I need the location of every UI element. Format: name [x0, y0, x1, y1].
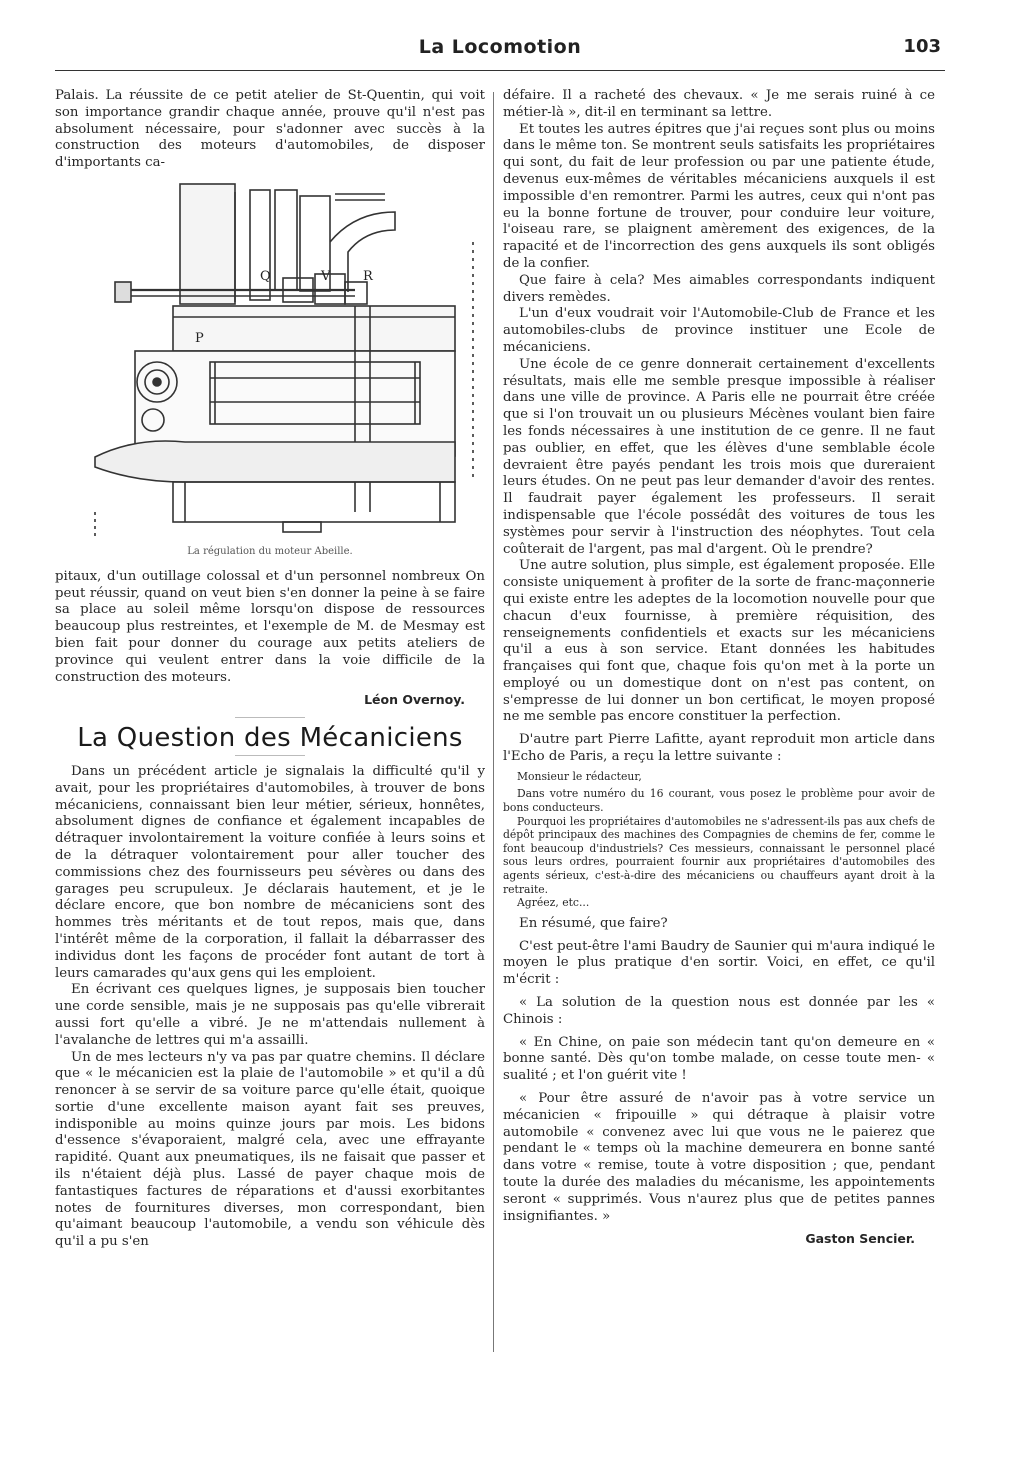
left-column [55, 88, 485, 1458]
paragraph: L'un d'eux voudrait voir l'Automobile-Club de France et les automobiles-clubs de province instituer une Ecole de mécaniciens. [503, 306, 935, 355]
author-signature: Léon Overnoy. [364, 692, 465, 708]
figure-caption: La régulation du moteur Abeille. [187, 545, 353, 557]
label-v: V [321, 268, 331, 284]
quoted-letter [503, 770, 935, 910]
quote-paragraph: « En Chine, on paie son médecin tant qu'on demeure en « bonne santé. Dès qu'on tombe malade, on cesse toute men- « sualité ; et l'on guérit vite ! [503, 1034, 935, 1084]
label-q: Q [260, 268, 271, 284]
page-number: 103 [903, 36, 941, 57]
paragraph: défaire. Il a racheté des chevaux. « Je me serais ruiné à ce métier-là », dit-il en terminant sa lettre. [503, 88, 935, 120]
letter-closing: Agréez, etc... [517, 896, 590, 910]
paragraph: Et toutes les autres épitres que j'ai reçues sont plus ou moins dans le même ton. Se montrent seuls satisfaits les propriétaires qui sont, du fait de leur profession ou par une patiente étude, devenus eux-mêmes de véritables mécaniciens auxquels il est impossible d'en remontrer. Parmi les autres, ceux qui n'ont pas eu la bonne fortune de trouver, pour conduire leur voiture, l'oiseau rare, se plaignent amèrement des exigences, de la rapacité et de l'incorrection des gens auxquels ils sont obligés de la confier. [503, 121, 935, 271]
paragraph: En écrivant ces quelques lignes, je supposais bien toucher une corde sensible, mais je ne supposais pas qu'elle vibrerait aussi fort qu'elle a vibré. Je ne m'attendais nullement à l'avalanche de lettres qui m'a assailli. [55, 982, 485, 1048]
label-r: R [363, 268, 373, 284]
quote-paragraph: « La solution de la question nous est donnée par les « Chinois : [503, 995, 935, 1027]
page-header [55, 30, 945, 71]
paragraph: D'autre part Pierre Lafitte, ayant reproduit mon article dans l'Echo de Paris, a reçu la lettre suivante : [503, 732, 935, 765]
divider [235, 717, 305, 718]
paragraph: pitaux, d'un outillage colossal et d'un personnel nombreux On peut réussir, quand on veut bien s'en donner la peine à se faire sa place au soleil même lorsqu'on dispose de ressources beaucoup plus restreintes, et l'exemple de M. de Mesmay est bien fait pour donner du courage aux petits ateliers de province qui veulent entrer dans la voie difficile de la construction des moteurs. [55, 568, 485, 685]
quoted-text [503, 995, 935, 1225]
paragraph: C'est peut-être l'ami Baudry de Saunier qui m'aura indiqué le moyen le plus pratique d'en sortir. Voici, en effet, ce qu'il m'écrit : [503, 938, 935, 988]
author-signature: Gaston Sencier. [805, 1231, 915, 1247]
quote-paragraph: « Pour être assuré de n'avoir pas à votre service un mécanicien « fripouille » qui détraque à plaisir votre automobile « convenez avec lui que vous ne le paierez que pendant le « temps où la machine demeurera en bonne santé dans votre « remise, toute à votre disposition ; que, pendant toute la durée des maladies du mécanisme, les appointements seront « supprimés. Vous n'aurez plus que de petites pannes insignifiantes. » [503, 1090, 935, 1224]
engine-regulator-illustration [55, 182, 485, 542]
right-column [503, 88, 935, 1458]
journal-title: La Locomotion [418, 36, 582, 58]
letter-salutation: Monsieur le rédacteur, [517, 769, 642, 783]
column-divider [493, 92, 494, 1352]
paragraph: Une école de ce genre donnerait certainement d'excellents résultats, mais elle me semble presque impossible à réaliser dans une ville de province. A Paris elle ne pourrait être créée que si l'on trouvait un ou plusieurs Mécènes voulant bien faire les fonds nécessaires à une institution de ce genre. Il ne faut pas oublier, en effet, que les élèves d'une semblable école devraient être payés pendant les trois mois que dureraient leurs études. On ne peut pas leur demander d'avoir des rentes. Il faudrait payer également les professeurs. Il serait indispensable que l'école possédât des voitures de tous les systèmes pour servir à l'instruction des néophytes. Tout cela coûterait de l'argent, pas mal d'argent. Où le prendre? [503, 356, 935, 557]
paragraph: Dans un précédent article je signalais la difficulté qu'il y avait, pour les propriétaires d'automobiles, à trouver de bons mécaniciens, connaissant bien leur métier, sérieux, honnêtes, absolument dignes de confiance et également incapables de détraquer involontairement la voiture confiée à leurs soins et de la détraquer volontairement pour aller toucher des commissions chez des fournisseurs peu sévères ou dans des garages peu scrupuleux. Je déclarais hautement, et je le déclare encore, que bon nombre de mécaniciens sont des hommes très méritants et de tout repos, mais que, dans l'intérêt même de la corporation, il fallait la débarrasser des individus dont les façons de procéder font autant de tort à leurs camarades qu'aux gens qui les emploient. [55, 763, 485, 981]
article-title: La Question des Mécaniciens [77, 723, 463, 754]
paragraph: Palais. La réussite de ce petit atelier de St-Quentin, qui voit son importance grandir chaque année, prouve qu'il n'est pas absolument nécessaire, pour s'adonner avec succès à la construction des moteurs d'automobiles, de disposer d'importants ca- [55, 88, 485, 171]
letter-paragraph: Pourquoi les propriétaires d'automobiles ne s'adressent-ils pas aux chefs de dépôt principaux des machines des Compagnies de chemins de fer, comme le font beaucoup d'industriels? Ces messieurs, connaissant le personnel placé sous leurs ordres, pourraient fournir aux propriétaires d'automobiles des agents sérieux, c'est-à-dire des mécaniciens ou chauffeurs ayant droit à la retraite. [503, 814, 935, 896]
paragraph: Une autre solution, plus simple, est également proposée. Elle consiste uniquement à profiter de la sorte de franc-maçonnerie qui existe entre les adeptes de la locomotion nouvelle pour que chacun d'eux fournisse, à première réquisition, des renseignements confidentiels et exacts sur les mécaniciens qu'il a eus à son service. Etant données les habitudes françaises qui font que, chaque fois qu'on met à la porte un employé ou un domestique dont on n'est pas content, on s'empresse de lui donner un bon certificat, le moyen proposé ne me semble pas encore constituer la perfection. [503, 558, 935, 725]
engine-figure [55, 182, 485, 561]
paragraph: Un de mes lecteurs n'y va pas par quatre chemins. Il déclare que « le mécanicien est la plaie de l'automobile » et qu'il a dû renoncer à se servir de sa voiture parce qu'elle était, quoique sortie d'une excellente maison ayant fait ses preuves, indisponible au moins quinze jours par mois. Les bidons d'essence s'évaporaient, malgré cela, avec une effrayante rapidité. Quant aux pneumatiques, ils ne faisait que passer et ils n'étaient déjà plus. Lassé de payer chaque mois de fantastiques factures de réparations et d'aussi exorbitantes notes de fournitures diverses, mon correspondant, bien qu'aimant beaucoup l'automobile, a vendu son véhicule dès qu'il a pu s'en [55, 1049, 485, 1250]
paragraph: Que faire à cela? Mes aimables correspondants indiquent divers remèdes. [503, 272, 935, 305]
letter-paragraph: Dans votre numéro du 16 courant, vous posez le problème pour avoir de bons conducteurs. [503, 787, 935, 815]
paragraph: En résumé, que faire? [519, 915, 668, 931]
divider [235, 755, 305, 756]
label-p: P [195, 330, 204, 346]
